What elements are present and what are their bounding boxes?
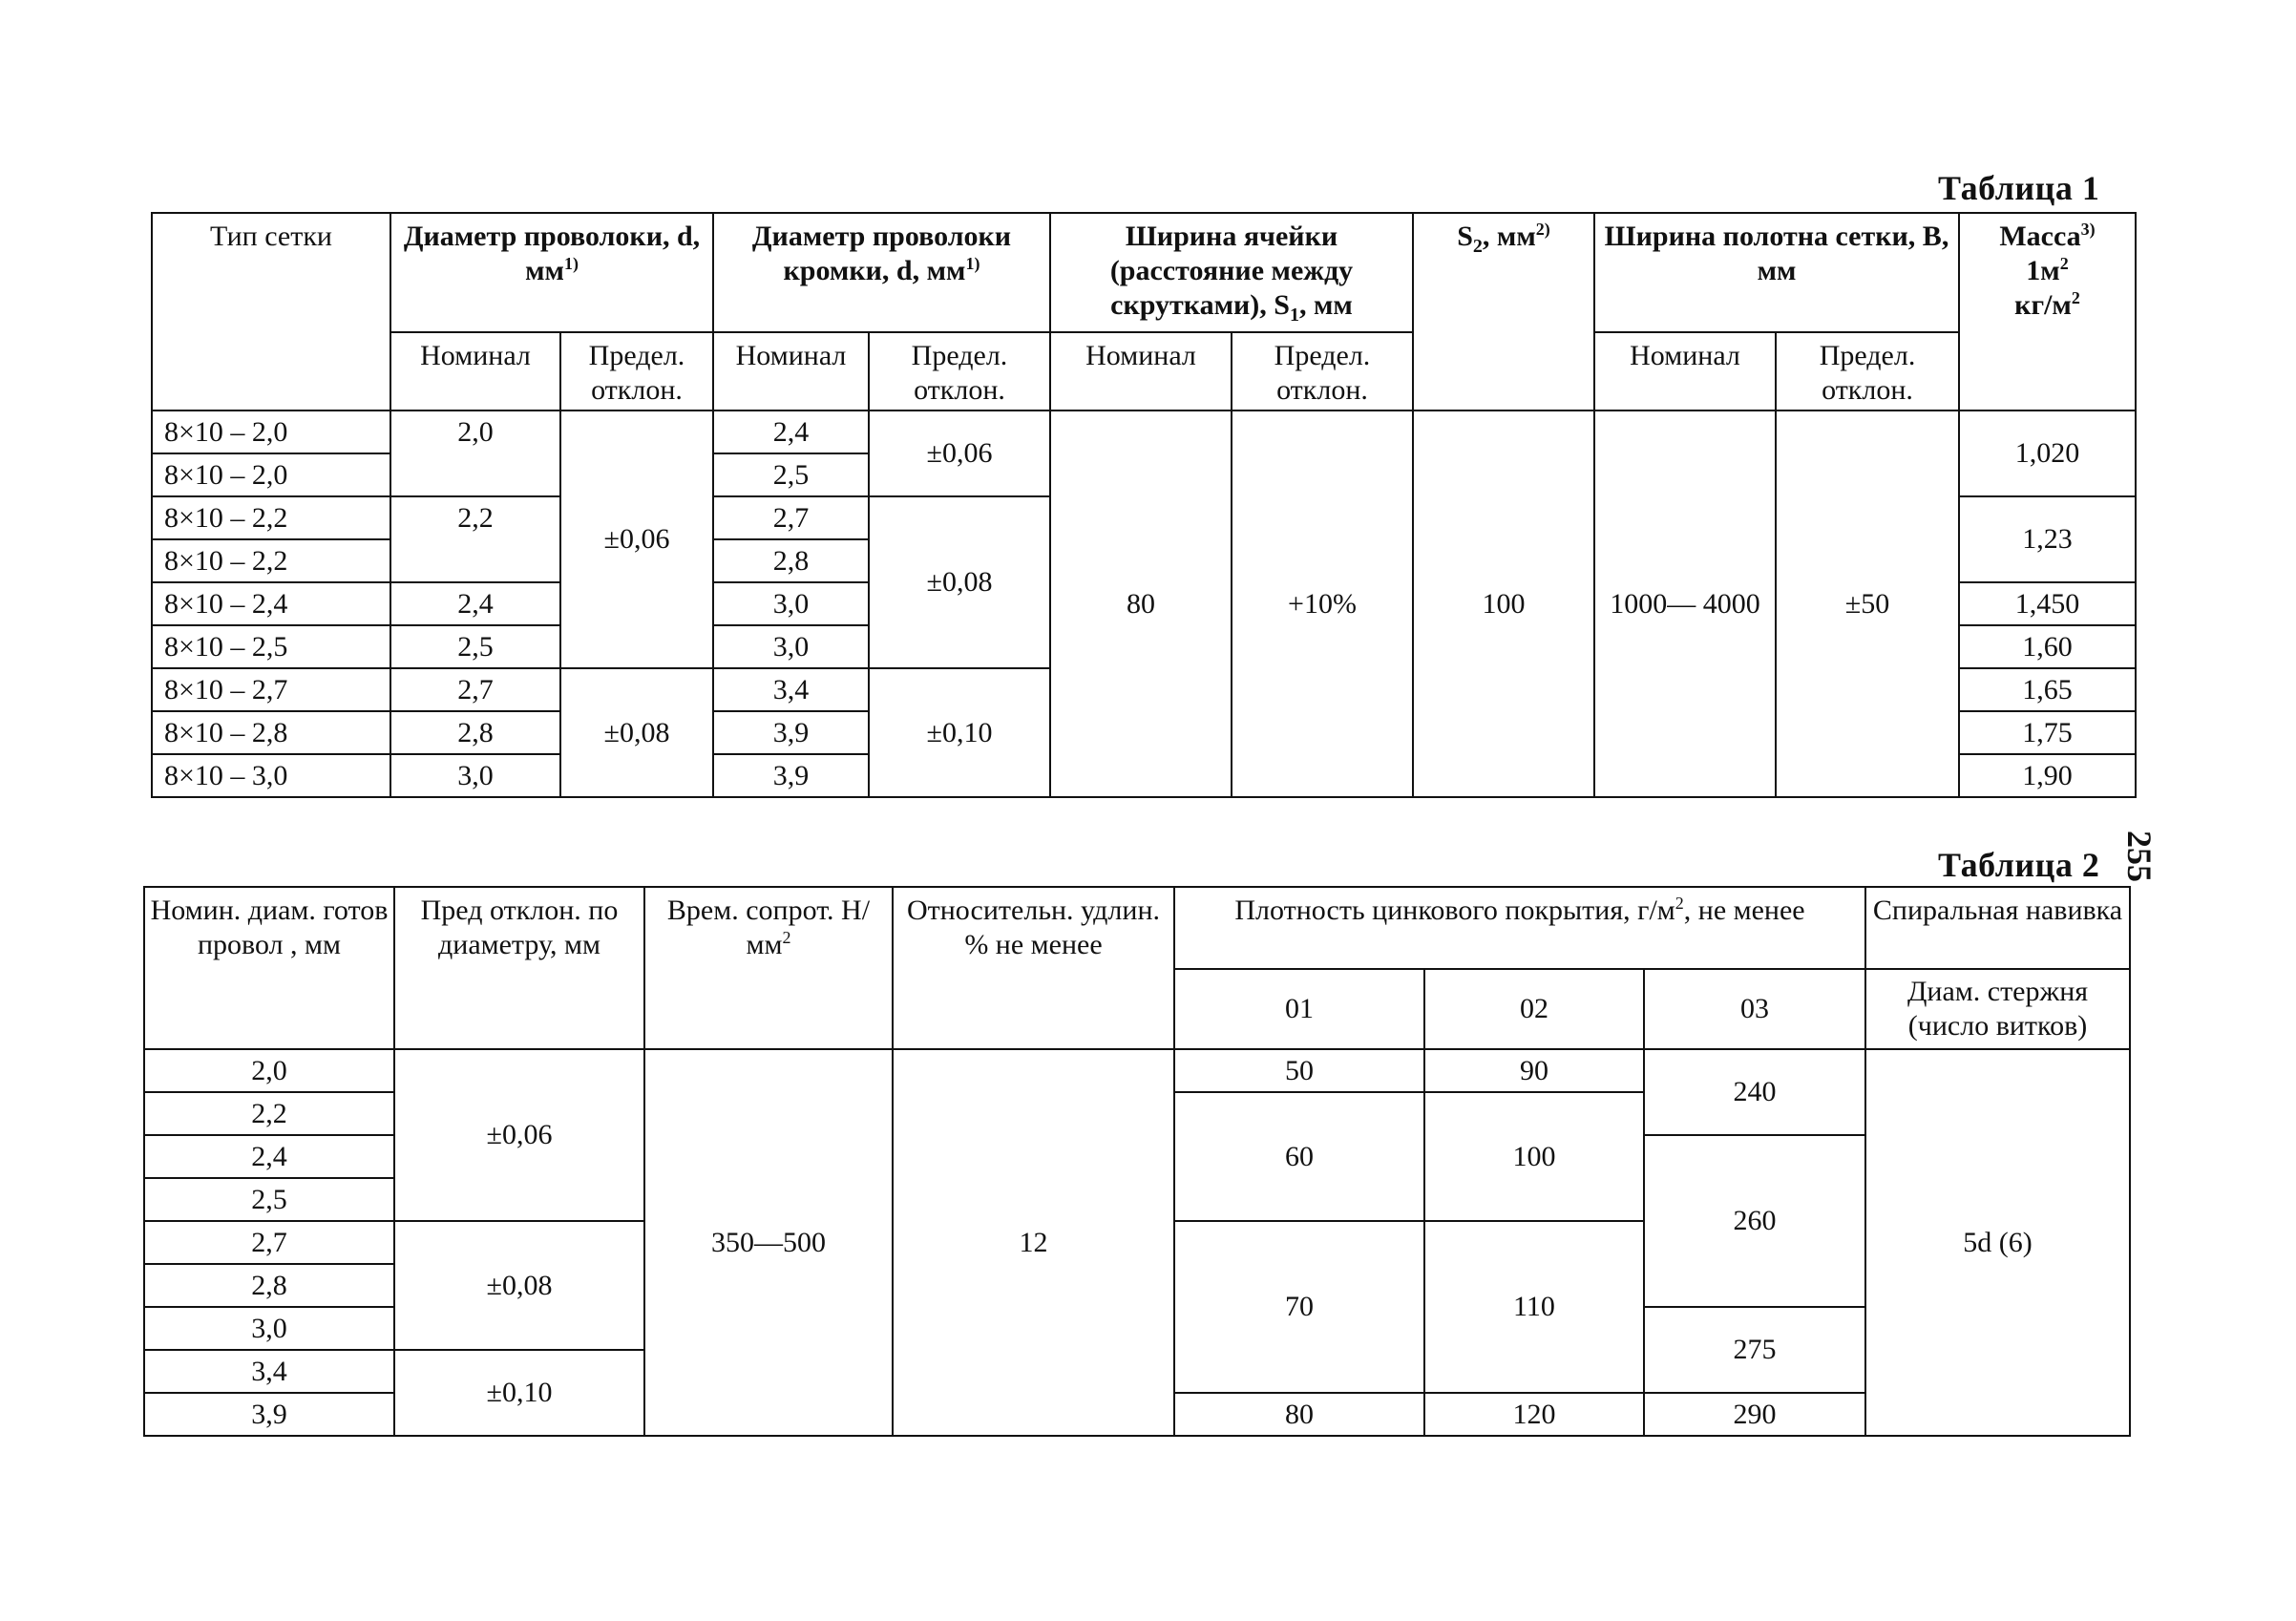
diam-cell: 2,0 — [144, 1049, 394, 1092]
zinc-02-cell: 120 — [1424, 1393, 1644, 1436]
type-header: Тип сетки — [152, 213, 390, 411]
edge-nominal-cell: 2,5 — [713, 453, 869, 496]
mass-header: Масса$^{3)}$ $1м^2$ $кг/м^2$ — [1959, 213, 2136, 411]
diam-header: Номин. диам. готов провол , мм — [144, 887, 394, 1049]
wire-nominal-cell: 2,5 — [390, 625, 560, 668]
cell-nominal-cell: 80 — [1050, 411, 1232, 797]
zinc-header: Плотность цинкового покрытия, $г/м^2$, не менее — [1174, 887, 1865, 969]
type-cell: 8×10 – 2,2 — [152, 496, 390, 539]
zinc-02-cell: 110 — [1424, 1221, 1644, 1393]
wire-limit-header: Предел. отклон. — [560, 332, 713, 411]
group-02-header: 02 — [1424, 969, 1644, 1049]
edge-nominal-cell: 2,7 — [713, 496, 869, 539]
table2-caption: Таблица 2 — [1938, 846, 2100, 884]
wire-nominal-cell: 2,7 — [390, 668, 560, 711]
sheet-limit-cell: ±50 — [1776, 411, 1959, 797]
diam-cell: 2,7 — [144, 1221, 394, 1264]
type-cell: 8×10 – 2,0 — [152, 453, 390, 496]
wire-limit-cell: ±0,08 — [560, 668, 713, 797]
table1-caption: Таблица 1 — [1938, 169, 2100, 207]
mass-cell: 1,23 — [1959, 496, 2136, 582]
mass-cell: 1,65 — [1959, 668, 2136, 711]
edge-nominal-cell: 3,0 — [713, 582, 869, 625]
group-03-header: 03 — [1644, 969, 1865, 1049]
zinc-03-cell: 260 — [1644, 1135, 1865, 1307]
s2-header: $S_2$, $мм^{2)}$ — [1413, 213, 1594, 411]
sheet-width-header: Ширина полотна сетки, В, мм — [1594, 213, 1959, 332]
cell-nominal-header: Номинал — [1050, 332, 1232, 411]
s2-cell: 100 — [1413, 411, 1594, 797]
rod-header: Диам. стержня (число витков) — [1865, 969, 2130, 1049]
cell-width-header: Ширина ячейки (расстояние между скрутками), $S_1$, мм — [1050, 213, 1413, 332]
dev-cell: ±0,08 — [394, 1221, 644, 1350]
table-row — [144, 1049, 2130, 1092]
wire-nominal-cell: 2,4 — [390, 582, 560, 625]
diam-cell: 3,0 — [144, 1307, 394, 1350]
wire-nominal-cell: 2,8 — [390, 711, 560, 754]
edge-limit-cell: ±0,06 — [869, 411, 1050, 496]
type-cell: 8×10 – 2,8 — [152, 711, 390, 754]
zinc-01-cell: 60 — [1174, 1092, 1424, 1221]
wire-nominal-cell: 3,0 — [390, 754, 560, 797]
table-row — [152, 411, 2136, 453]
dev-header: Пред отклон. по диаметру, мм — [394, 887, 644, 1049]
spiral-header: Спиральная навивка — [1865, 887, 2130, 969]
type-cell: 8×10 – 2,0 — [152, 411, 390, 453]
wire-nominal-header: Номинал — [390, 332, 560, 411]
type-cell: 8×10 – 2,7 — [152, 668, 390, 711]
mass-cell: 1,75 — [1959, 711, 2136, 754]
zinc-03-cell: 275 — [1644, 1307, 1865, 1393]
table1 — [151, 212, 2137, 798]
mass-cell: 1,020 — [1959, 411, 2136, 496]
group-01-header: 01 — [1174, 969, 1424, 1049]
dev-cell: ±0,10 — [394, 1350, 644, 1436]
type-cell: 8×10 – 2,2 — [152, 539, 390, 582]
strength-cell: 350—500 — [644, 1049, 893, 1436]
mass-cell: 1,450 — [1959, 582, 2136, 625]
edge-nominal-cell: 3,4 — [713, 668, 869, 711]
zinc-01-cell: 50 — [1174, 1049, 1424, 1092]
diam-cell: 3,9 — [144, 1393, 394, 1436]
wire-nominal-cell: 2,0 — [390, 411, 560, 496]
sheet-limit-header: Предел. отклон. — [1776, 332, 1959, 411]
edge-nominal-header: Номинал — [713, 332, 869, 411]
sheet-nominal-cell: 1000— 4000 — [1594, 411, 1776, 797]
diam-cell: 3,4 — [144, 1350, 394, 1393]
wire-limit-cell: ±0,06 — [560, 411, 713, 668]
cell-limit-cell: +10% — [1232, 411, 1413, 797]
mass-cell: 1,60 — [1959, 625, 2136, 668]
edge-limit-cell: ±0,10 — [869, 668, 1050, 797]
cell-limit-header: Предел. отклон. — [1232, 332, 1413, 411]
page-number: 255 — [2120, 831, 2159, 882]
zinc-01-cell: 80 — [1174, 1393, 1424, 1436]
diam-cell: 2,4 — [144, 1135, 394, 1178]
mass-cell: 1,90 — [1959, 754, 2136, 797]
edge-nominal-cell: 3,0 — [713, 625, 869, 668]
diam-cell: 2,2 — [144, 1092, 394, 1135]
zinc-02-cell: 100 — [1424, 1092, 1644, 1221]
edge-nominal-cell: 3,9 — [713, 711, 869, 754]
edge-nominal-cell: 2,8 — [713, 539, 869, 582]
elong-header: Относительн. удлин. % не менее — [893, 887, 1174, 1049]
type-cell: 8×10 – 3,0 — [152, 754, 390, 797]
diam-cell: 2,5 — [144, 1178, 394, 1221]
edge-nominal-cell: 2,4 — [713, 411, 869, 453]
edge-limit-header: Предел. отклон. — [869, 332, 1050, 411]
type-cell: 8×10 – 2,5 — [152, 625, 390, 668]
zinc-01-cell: 70 — [1174, 1221, 1424, 1393]
strength-header: Врем. сопрот. $Н/мм^2$ — [644, 887, 893, 1049]
sheet-nominal-header: Номинал — [1594, 332, 1776, 411]
diam-cell: 2,8 — [144, 1264, 394, 1307]
wire-diam-header: Диаметр проволоки, d, $мм^{1)}$ — [390, 213, 713, 332]
type-cell: 8×10 – 2,4 — [152, 582, 390, 625]
zinc-02-cell: 90 — [1424, 1049, 1644, 1092]
edge-diam-header: Диаметр проволоки кромки, d, $мм^{1)}$ — [713, 213, 1050, 332]
table2 — [143, 886, 2131, 1437]
edge-nominal-cell: 3,9 — [713, 754, 869, 797]
elong-cell: 12 — [893, 1049, 1174, 1436]
wire-nominal-cell: 2,2 — [390, 496, 560, 582]
edge-limit-cell: ±0,08 — [869, 496, 1050, 668]
zinc-03-cell: 290 — [1644, 1393, 1865, 1436]
spiral-cell: 5d (6) — [1865, 1049, 2130, 1436]
zinc-03-cell: 240 — [1644, 1049, 1865, 1135]
dev-cell: ±0,06 — [394, 1049, 644, 1221]
